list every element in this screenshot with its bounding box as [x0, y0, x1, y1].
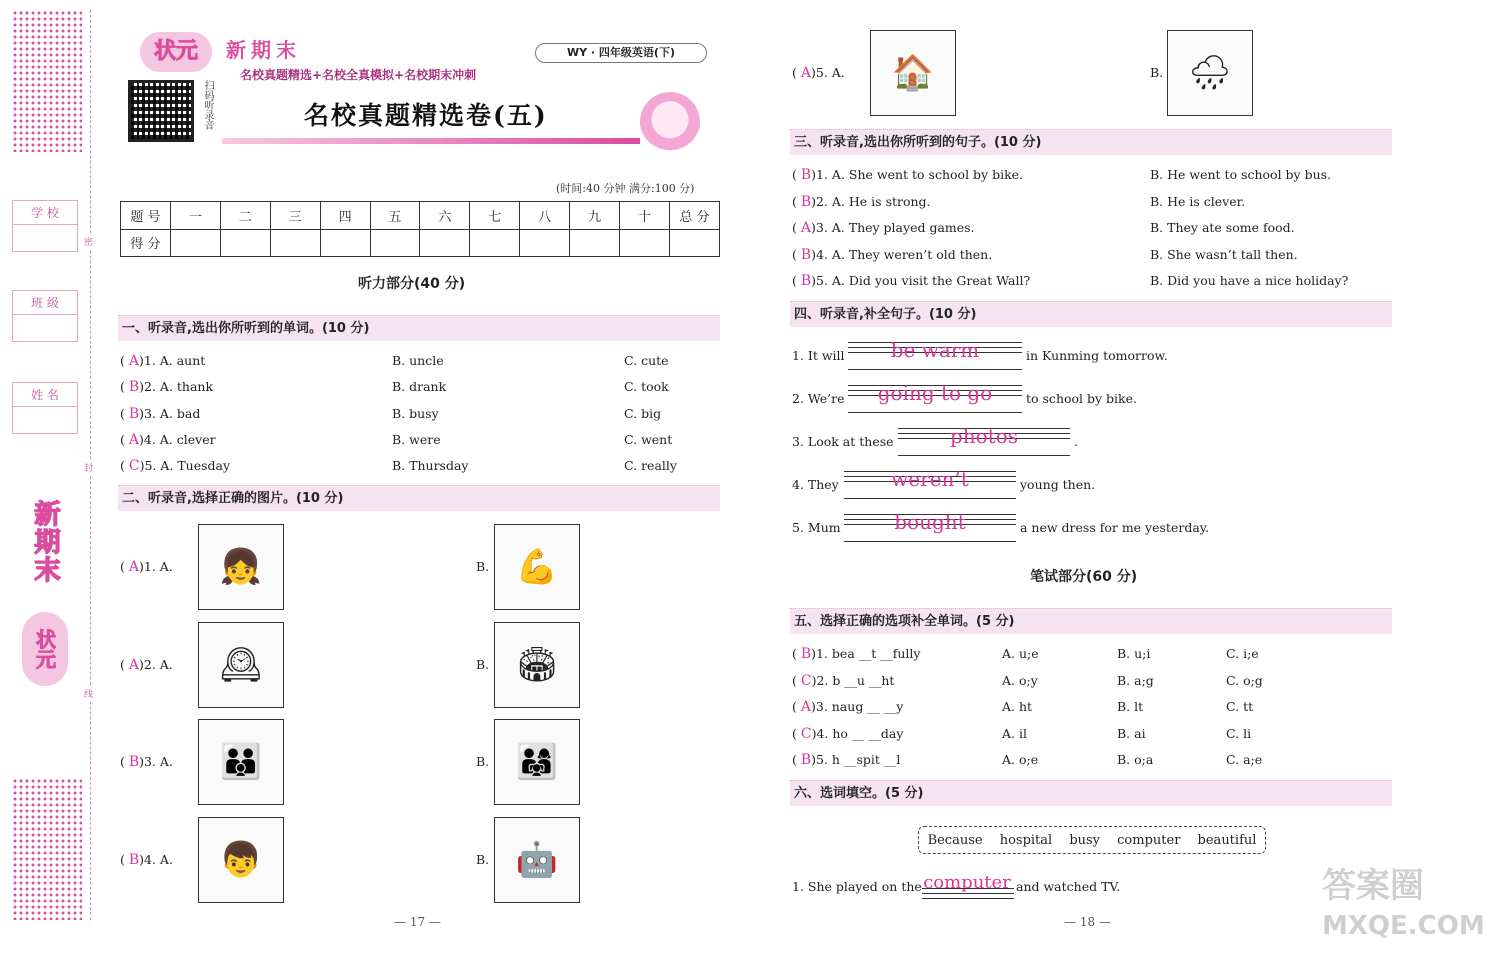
sec5-item — [792, 673, 894, 689]
sec1-item — [120, 432, 216, 448]
sec2-item — [120, 754, 173, 770]
picture-b-icon[interactable]: 💪 — [494, 524, 580, 610]
answer[interactable]: C — [128, 458, 140, 475]
option-b-label: B. — [476, 851, 490, 867]
paren-open: ( — [120, 559, 129, 574]
word-bank-word: hospital — [999, 832, 1053, 848]
score-cell[interactable] — [520, 229, 570, 257]
page-number-left: — 17 — — [394, 915, 441, 929]
sec6-item1-post: and watched TV. — [1016, 879, 1121, 894]
answer[interactable]: A — [128, 353, 139, 369]
sec6-item1-pre: 1. She played on the — [792, 879, 922, 894]
cut-label-feng: 封 — [84, 460, 93, 475]
score-cell[interactable] — [470, 229, 520, 257]
question: )5. h __spit __l — [811, 752, 901, 767]
option-b: B. busy — [392, 405, 439, 421]
score-header-cell: 五 — [370, 202, 420, 230]
school-label: 学 校 — [13, 201, 77, 225]
score-header-cell: 六 — [420, 202, 470, 230]
option-b: B. He went to school by bus. — [1150, 167, 1332, 182]
sec1-item — [120, 379, 213, 395]
picture-b-icon[interactable]: 🤖 — [494, 817, 580, 903]
sec5-item — [792, 646, 921, 662]
answer[interactable]: A — [128, 431, 139, 448]
brand-logo: 状元 — [140, 32, 212, 72]
sec1-item — [120, 458, 230, 474]
option-b-label: B. — [476, 656, 490, 672]
score-cell[interactable] — [270, 229, 320, 257]
score-cell[interactable] — [620, 229, 670, 257]
pink-dot-pattern-bottom — [12, 778, 82, 920]
word-bank-word: busy — [1069, 832, 1101, 848]
qr-code-icon[interactable] — [128, 80, 194, 142]
sec6-item1-writing-lines — [922, 888, 1014, 902]
sec5-item — [792, 699, 903, 715]
picture-b-icon[interactable]: 🌧 — [1167, 30, 1253, 116]
score-table — [120, 201, 720, 257]
paren-open: ( — [792, 672, 801, 688]
option-a: )1. A. aunt — [138, 353, 206, 368]
paren-open: ( — [120, 405, 129, 421]
paren-open: ( — [120, 656, 129, 672]
paren-open: ( — [792, 167, 801, 182]
option-a: )3. A. bad — [139, 405, 201, 421]
answer[interactable]: B — [128, 405, 140, 422]
page-title: 名校真题精选卷(五) — [304, 101, 548, 130]
picture-b-icon[interactable]: 🏟 — [494, 622, 580, 708]
option-c: C. i;e — [1226, 646, 1259, 661]
option-b: B. uncle — [392, 353, 444, 368]
score-cell[interactable] — [170, 229, 220, 257]
sec2-item — [792, 65, 845, 81]
class-label: 班 级 — [13, 291, 77, 315]
paren-open: ( — [792, 193, 801, 209]
sec1-item — [120, 353, 205, 369]
option-b-label: B. — [476, 559, 490, 574]
sec4-prefix: 1. It will — [792, 348, 845, 363]
sec4-prefix: 3. Look at these — [792, 434, 894, 449]
paren-open: ( — [120, 851, 129, 867]
sec4-answer[interactable]: going to go — [877, 381, 993, 405]
brand-subline: 名校真题精选+名校全真模拟+名校期末冲刺 — [240, 68, 477, 82]
answer[interactable]: C — [800, 725, 812, 742]
paren-open: ( — [792, 752, 801, 767]
option-a: )2. A. thank — [139, 379, 214, 395]
option-b: B. a;g — [1117, 672, 1154, 688]
option-c: C. cute — [624, 353, 669, 368]
paren-open: ( — [120, 353, 129, 368]
option-a: A. u;e — [1002, 646, 1039, 661]
score-cell[interactable] — [220, 229, 270, 257]
option-b: B. Did you have a nice holiday? — [1150, 273, 1349, 288]
paren-open: ( — [792, 699, 801, 714]
score-header-cell: 十 — [620, 202, 670, 230]
score-cell[interactable] — [370, 229, 420, 257]
pink-dot-pattern-top — [12, 10, 82, 152]
word-bank-word: Because — [927, 832, 983, 848]
sec4-suffix: young then. — [1020, 477, 1096, 492]
vertical-logo-badge: 状元 — [22, 612, 68, 686]
paren-open: ( — [792, 246, 801, 262]
option-c: C. went — [624, 431, 673, 447]
sec4-prefix: 5. Mum — [792, 520, 841, 535]
sec3-item — [792, 167, 1023, 183]
cut-label-mi: 密 — [84, 234, 93, 249]
sec4-answer[interactable]: weren’t — [891, 467, 969, 491]
picture-a-icon[interactable]: 🕰 — [198, 622, 284, 708]
question: )2. b __u __ht — [811, 672, 895, 688]
sec3-item — [792, 194, 931, 210]
option-a-label: )2. A. — [138, 656, 173, 672]
paren-open: ( — [120, 379, 129, 395]
answer[interactable]: A — [800, 220, 811, 236]
option-b: B. were — [392, 431, 441, 447]
answer[interactable]: B — [800, 246, 812, 263]
sec2-item — [120, 559, 173, 575]
school-field[interactable] — [12, 200, 78, 252]
score-header-cell: 九 — [570, 202, 620, 230]
sec4-answer[interactable]: photos — [949, 424, 1019, 448]
sec6-item1-answer[interactable]: computer — [923, 872, 1011, 893]
paren-open: ( — [792, 646, 801, 661]
sec3-item — [792, 220, 975, 236]
option-c: C. tt — [1226, 699, 1254, 714]
score-header-cell: 三 — [270, 202, 320, 230]
option-b: B. They ate some food. — [1150, 220, 1295, 235]
sec2-item — [120, 852, 173, 868]
score-header-cell: 八 — [520, 202, 570, 230]
answer[interactable]: B — [800, 193, 812, 210]
score-cell[interactable] — [320, 229, 370, 257]
option-a: A. ht — [1002, 699, 1033, 714]
answer[interactable]: C — [800, 672, 812, 689]
option-c: C. took — [624, 379, 669, 395]
score-header-cell: 一 — [170, 202, 220, 230]
paren-open: ( — [792, 220, 801, 235]
watermark-line1: 答案圈 — [1322, 866, 1424, 906]
answer[interactable]: A — [128, 559, 139, 575]
score-row-label: 得 分 — [121, 229, 171, 257]
score-header-cell: 总 分 — [669, 202, 719, 230]
answer[interactable]: A — [800, 65, 811, 81]
score-header-cell: 四 — [320, 202, 370, 230]
sec2-item — [120, 657, 173, 673]
sec3-item — [792, 273, 1030, 289]
option-c: C. a;e — [1226, 752, 1263, 767]
sec4-heading: 四、听录音,补全句子。(10 分) — [790, 301, 1392, 327]
grade-badge: WY · 四年级英语(下) — [535, 43, 707, 63]
qr-caption: 扫码听录音 — [202, 80, 213, 130]
watermark-line2: MXQE.COM — [1322, 911, 1485, 941]
score-header-cell: 题 号 — [121, 202, 171, 230]
answer[interactable]: A — [800, 699, 811, 715]
sec2-heading: 二、听录音,选择正确的图片。(10 分) — [118, 485, 720, 511]
option-b: B. ai — [1117, 725, 1146, 741]
brand-name: 新期末 — [226, 38, 301, 62]
sec3-item — [792, 247, 992, 263]
option-a: )5. A. Did you visit the Great Wall? — [811, 273, 1031, 288]
written-title: 笔试部分(60 分) — [1030, 569, 1138, 585]
answer[interactable]: B — [800, 273, 812, 289]
sec4-prefix: 2. We’re — [792, 391, 845, 406]
score-cell[interactable] — [669, 229, 719, 257]
question: )4. ho __ __day — [811, 725, 904, 741]
name-label: 姓 名 — [13, 383, 77, 407]
option-a-label: )4. A. — [139, 851, 173, 867]
option-a-label: )5. A. — [810, 65, 845, 80]
paren-open: ( — [120, 754, 129, 769]
option-a: )1. A. She went to school by bike. — [811, 167, 1024, 182]
question: )1. bea __t __fully — [811, 646, 921, 661]
picture-a-icon[interactable]: 👪 — [198, 719, 284, 805]
sec4-suffix: a new dress for me yesterday. — [1020, 520, 1210, 535]
word-bank-word: computer — [1117, 832, 1181, 848]
paren-open: ( — [792, 65, 801, 80]
sec4-answer[interactable]: be warm — [890, 338, 980, 362]
option-c: C. o;g — [1226, 672, 1263, 688]
class-field[interactable] — [12, 290, 78, 342]
sec4-prefix: 4. They — [792, 477, 839, 492]
option-c: C. li — [1226, 725, 1252, 741]
score-cell[interactable] — [420, 229, 470, 257]
title-underline — [222, 138, 642, 144]
listening-title: 听力部分(40 分) — [358, 276, 466, 292]
answer[interactable]: A — [128, 656, 139, 673]
cartoon-girl-icon — [640, 92, 700, 158]
option-a-label: )1. A. — [138, 559, 173, 574]
option-b: B. He is clever. — [1150, 193, 1246, 209]
word-bank-word: beautiful — [1197, 832, 1257, 848]
vertical-brand: 新期末 — [30, 500, 60, 584]
page-number-right: — 18 — — [1064, 915, 1111, 929]
sec4-suffix: to school by bike. — [1026, 391, 1137, 406]
answer[interactable]: B — [128, 379, 140, 396]
option-b: B. o;a — [1117, 752, 1154, 767]
option-b: B. lt — [1117, 699, 1144, 714]
option-c: C. big — [624, 405, 662, 421]
option-a: A. o;y — [1002, 672, 1038, 688]
watermark — [1322, 866, 1485, 946]
paren-open: ( — [792, 725, 801, 741]
picture-a-icon[interactable]: 👦 — [198, 817, 284, 903]
option-b-label: B. — [476, 754, 490, 769]
question: )3. naug __ __y — [810, 699, 904, 714]
option-b: B. Thursday — [392, 458, 469, 474]
sec4-suffix: in Kunming tomorrow. — [1026, 348, 1168, 363]
option-b-label: B. — [1150, 65, 1164, 80]
sec1-item — [120, 406, 200, 422]
option-a: A. il — [1002, 725, 1027, 741]
sec4-suffix: . — [1074, 434, 1078, 449]
option-b: B. drank — [392, 379, 447, 395]
time-info: (时间:40 分钟 满分:100 分) — [556, 182, 695, 195]
option-a: A. o;e — [1002, 752, 1039, 767]
answer[interactable]: B — [800, 646, 812, 662]
picture-b-icon[interactable]: 👨‍👩‍👧 — [494, 719, 580, 805]
sec4-answer[interactable]: bought — [894, 510, 966, 534]
option-a: )4. A. They weren’t old then. — [811, 246, 993, 262]
paren-open: ( — [120, 431, 129, 447]
answer[interactable]: B — [800, 167, 812, 183]
sec1-heading: 一、听录音,选出你所听到的单词。(10 分) — [118, 315, 720, 341]
answer[interactable]: B — [800, 752, 812, 768]
word-bank — [918, 826, 1266, 854]
option-a: )2. A. He is strong. — [811, 193, 931, 209]
sec6-heading: 六、选词填空。(5 分) — [790, 780, 1392, 806]
option-a: )3. A. They played games. — [810, 220, 975, 235]
score-header-cell: 二 — [220, 202, 270, 230]
option-c: C. really — [624, 458, 677, 474]
cut-label-xian: 线 — [84, 686, 93, 701]
score-cell[interactable] — [570, 229, 620, 257]
sec5-item — [792, 752, 900, 768]
paren-open: ( — [120, 458, 129, 474]
sec3-heading: 三、听录音,选出你所听到的句子。(10 分) — [790, 129, 1392, 155]
option-a: )4. A. clever — [138, 431, 216, 447]
answer[interactable]: B — [128, 754, 140, 770]
answer[interactable]: B — [128, 851, 140, 868]
option-b: B. She wasn’t tall then. — [1150, 246, 1298, 262]
option-b: B. u;i — [1117, 646, 1151, 661]
picture-a-icon[interactable]: 🏠 — [870, 30, 956, 116]
picture-a-icon[interactable]: 👧 — [198, 524, 284, 610]
sec5-item — [792, 726, 903, 742]
name-field[interactable] — [12, 382, 78, 434]
paren-open: ( — [792, 273, 801, 288]
option-a-label: )3. A. — [139, 754, 173, 769]
sec5-heading: 五、选择正确的选项补全单词。(5 分) — [790, 608, 1392, 634]
option-a: )5. A. Tuesday — [139, 458, 231, 474]
score-header-cell: 七 — [470, 202, 520, 230]
